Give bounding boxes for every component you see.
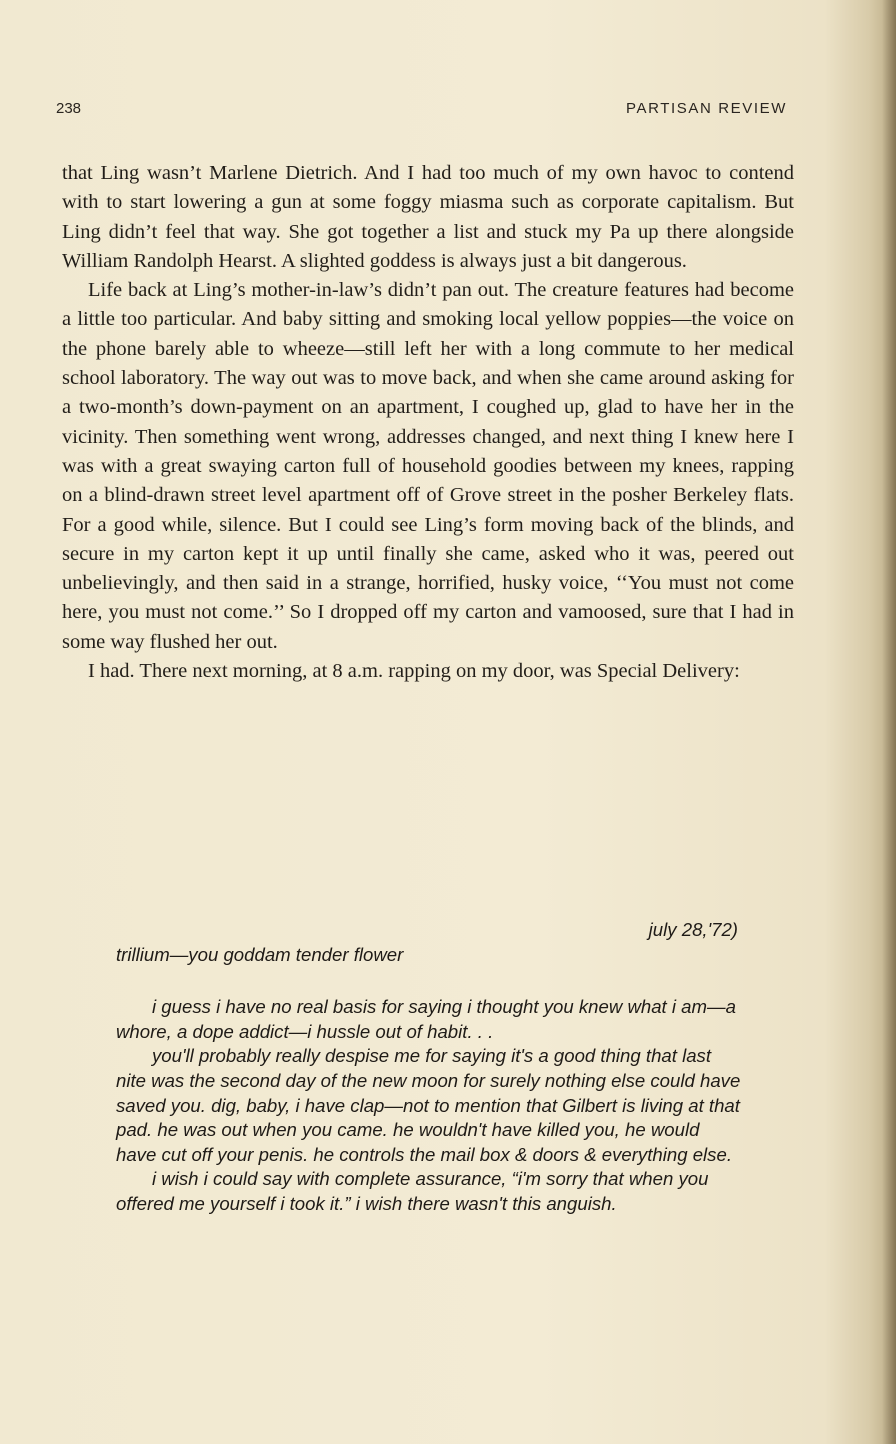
page-number: 238 xyxy=(56,100,82,117)
letter-date: july 28,'72) xyxy=(648,919,738,940)
letter-paragraph: i guess i have no real basis for saying i thought you knew what i am—a whore, a dope addict—i hussle out of habit. . . xyxy=(116,996,736,1042)
running-head: PARTISAN REVIEW xyxy=(626,100,787,117)
letter-paragraph: you'll probably really despise me for saying it's a good thing that last nite was the second day of the new moon for surely nothing else could have saved you. dig, baby, i have clap—not to mention that Gilbert is living at that pad. he was out when you came. he wouldn't have killed you, he would have cut off your penis. he controls the mail box & doors & everything else. xyxy=(116,1045,741,1165)
letter-paragraph: i wish i could say with complete assurance, “i'm sorry that when you offered me yourself i took it.” i wish there wasn't this anguish. xyxy=(116,1168,709,1214)
letter-salutation: trillium—you goddam tender flower xyxy=(116,943,404,965)
page-header xyxy=(56,100,787,124)
body-paragraph: I had. There next morning, at 8 a.m. rapping on my door, was Special Delivery: xyxy=(88,660,740,683)
body-text xyxy=(62,159,794,686)
quoted-letter xyxy=(116,918,742,1217)
body-paragraph: that Ling wasn’t Marlene Dietrich. And I had too much of my own havoc to contend with to start lowering a gun at some foggy miasma such as corporate capitalism. But Ling didn’t feel that way. She got together a list and stuck my Pa up there alongside William Randolph Hearst. A slighted goddess is always just a bit dangerous. xyxy=(62,162,794,272)
book-spine-shadow xyxy=(882,0,896,1444)
body-paragraph: Life back at Ling’s mother-in-law’s didn’t pan out. The creature features had become a little too particular. And baby sitting and smoking local yellow poppies—the voice on the phone barely able to wheeze—still left her with a long commute to her medical school laboratory. The way out was to move back, and when she came around asking for a two-month’s down-payment on an apartment, I coughed up, glad to have her in the vicinity. Then something went wrong, addresses changed, and next thing I knew here I was with a great swaying carton full of household goodies between my knees, rapping on a blind-drawn street level apartment off of Grove street in the posher Berkeley flats. For a good while, silence. But I could see Ling’s form moving back of the blinds, and secure in my carton kept it up until finally she came, asked who it was, peered out unbelievingly, and then said in a strange, horrified, husky voice, ‘‘You must not come here, you must not come.’’ So I dropped off my carton and vamoosed, sure that I had in some way flushed her out. xyxy=(62,279,794,653)
